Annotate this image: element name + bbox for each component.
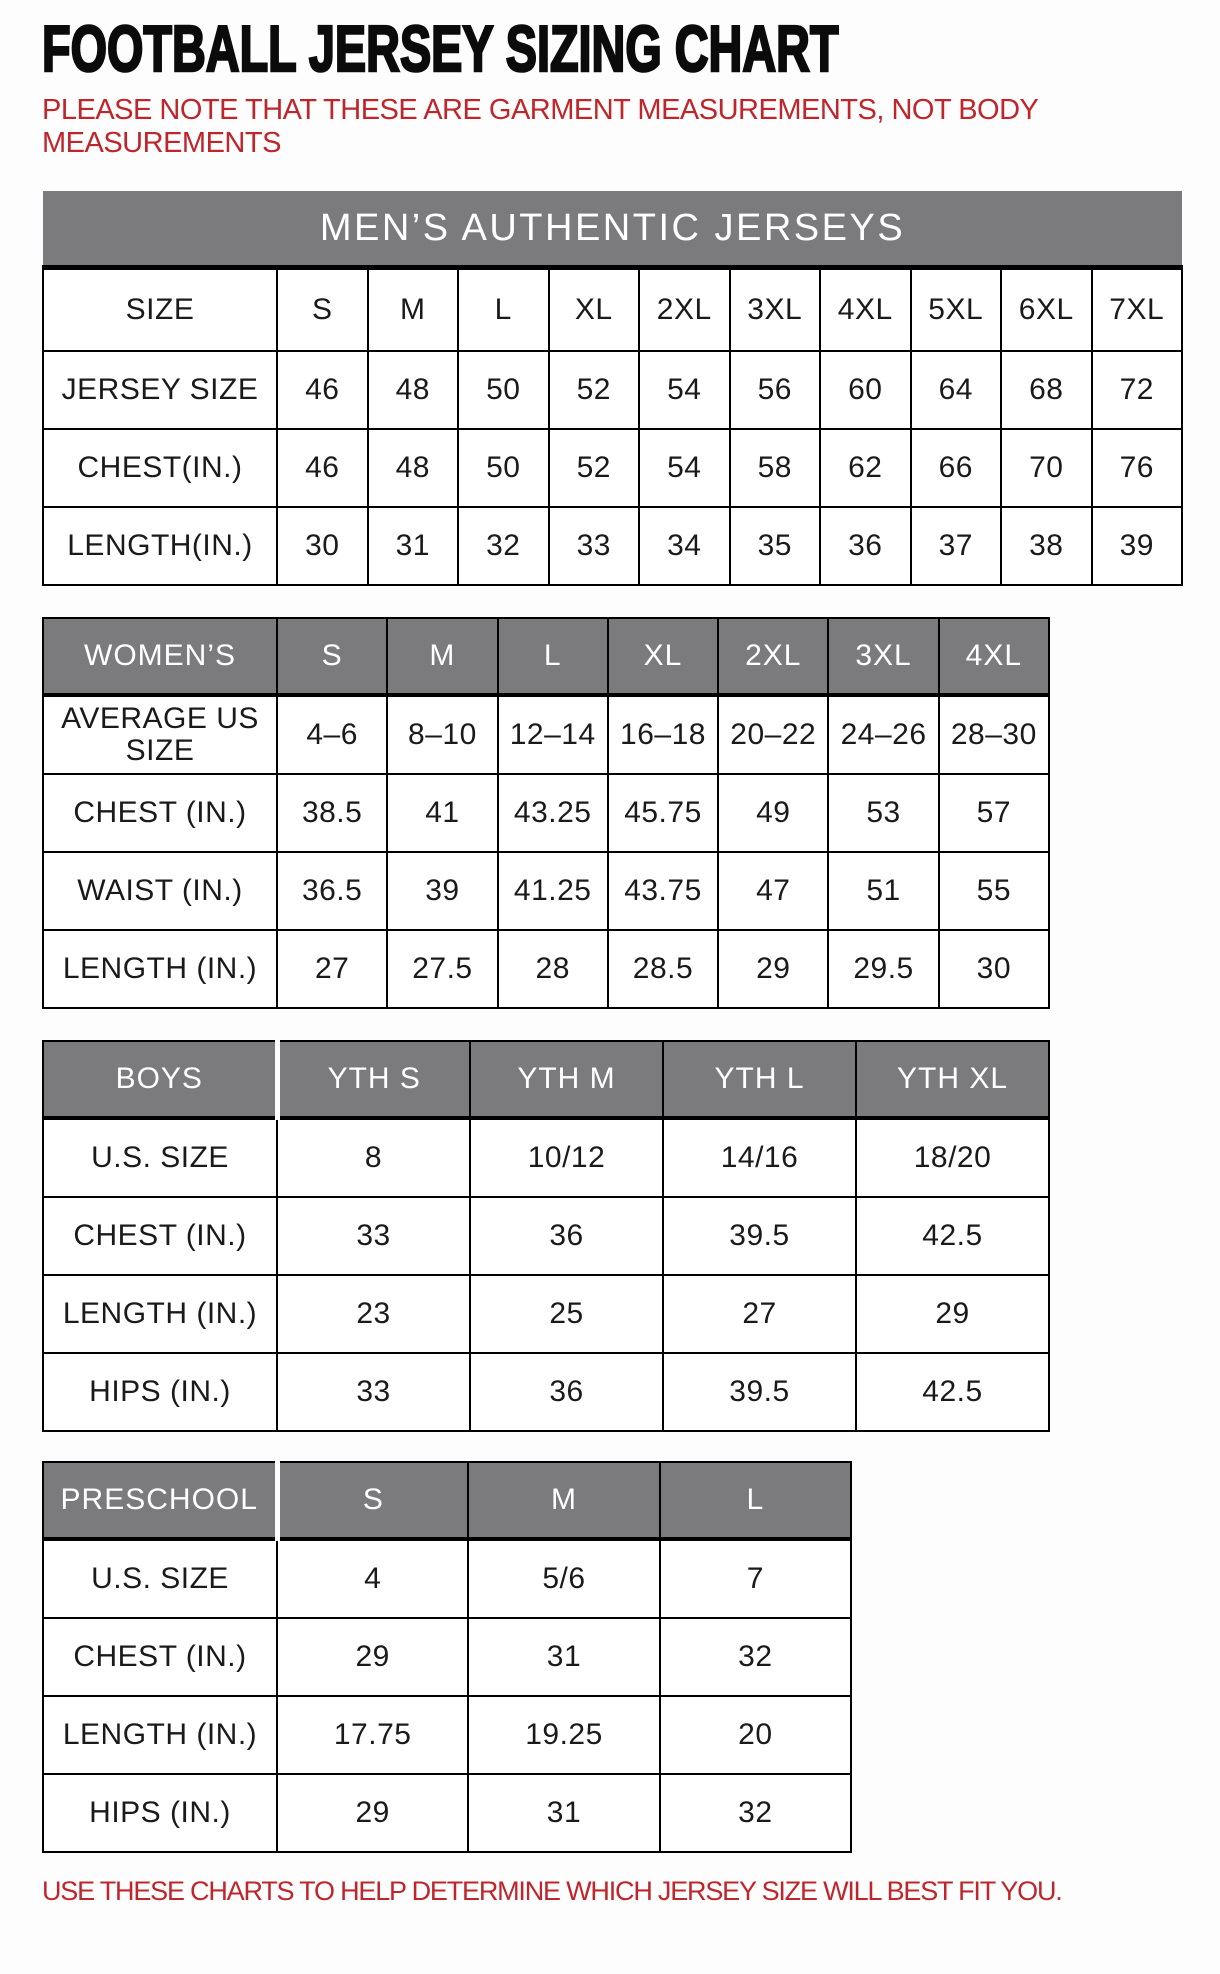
womens-cell-value: 39 (387, 852, 497, 930)
mens-cell-value: 30 (277, 507, 368, 585)
preschool-row-label: CHEST (IN.) (43, 1618, 277, 1696)
preschool-cell-value: 7 (660, 1539, 851, 1618)
mens-column-header: 5XL (911, 268, 1002, 352)
preschool-cell-value: 17.75 (277, 1696, 468, 1774)
mens-column-header: 6XL (1001, 268, 1092, 352)
boys-cell-value: 33 (277, 1197, 470, 1275)
mens-column-header: 2XL (639, 268, 730, 352)
boys-row-label: U.S. SIZE (43, 1118, 277, 1197)
mens-cell-value: 50 (458, 351, 549, 429)
womens-cell-value: 29.5 (828, 930, 938, 1008)
mens-banner-title: MEN’S AUTHENTIC JERSEYS (43, 191, 1182, 268)
boys-cell-value: 42.5 (856, 1353, 1049, 1431)
womens-table-row (43, 695, 1049, 774)
womens-table-row (43, 774, 1049, 852)
womens-cell-value: 28–30 (939, 695, 1049, 774)
mens-column-header: L (458, 268, 549, 352)
mens-cell-value: 50 (458, 429, 549, 507)
garment-measurements-note: PLEASE NOTE THAT THESE ARE GARMENT MEASUREMENTS, NOT BODY MEASUREMENTS (42, 94, 1038, 159)
mens-cell-value: 76 (1092, 429, 1183, 507)
boys-table-row (43, 1118, 1049, 1197)
preschool-cell-value: 5/6 (468, 1539, 659, 1618)
preschool-cell-value: 4 (277, 1539, 468, 1618)
boys-row-label: CHEST (IN.) (43, 1197, 277, 1275)
womens-cell-value: 28.5 (608, 930, 718, 1008)
preschool-table-row (43, 1618, 851, 1696)
preschool-cell-value: 19.25 (468, 1696, 659, 1774)
boys-table-row (43, 1197, 1049, 1275)
preschool-cell-value: 29 (277, 1774, 468, 1852)
womens-column-header: XL (608, 618, 718, 695)
preschool-cell-value: 29 (277, 1618, 468, 1696)
boys-column-header: YTH S (277, 1041, 470, 1118)
boys-cell-value: 18/20 (856, 1118, 1049, 1197)
womens-row-label: LENGTH (IN.) (43, 930, 277, 1008)
womens-cell-value: 29 (718, 930, 828, 1008)
mens-cell-value: 38 (1001, 507, 1092, 585)
womens-column-header: M (387, 618, 497, 695)
womens-size-table (42, 617, 1050, 1009)
boys-cell-value: 23 (277, 1275, 470, 1353)
womens-row-label: AVERAGE US SIZE (43, 695, 277, 774)
boys-cell-value: 25 (470, 1275, 663, 1353)
mens-cell-value: 46 (277, 429, 368, 507)
boys-row-label: LENGTH (IN.) (43, 1275, 277, 1353)
mens-cell-value: 68 (1001, 351, 1092, 429)
mens-cell-value: 37 (911, 507, 1002, 585)
preschool-cell-value: 31 (468, 1618, 659, 1696)
womens-cell-value: 49 (718, 774, 828, 852)
mens-table-row (43, 429, 1182, 507)
preschool-column-header: S (277, 1462, 468, 1539)
mens-banner-row (43, 191, 1182, 268)
page-title: FOOTBALL JERSEY SIZING CHART (42, 12, 839, 85)
boys-cell-value: 36 (470, 1353, 663, 1431)
preschool-row-label: HIPS (IN.) (43, 1774, 277, 1852)
womens-cell-value: 43.75 (608, 852, 718, 930)
womens-cell-value: 41.25 (498, 852, 608, 930)
womens-cell-value: 16–18 (608, 695, 718, 774)
mens-cell-value: 62 (820, 429, 911, 507)
mens-column-header: M (368, 268, 459, 352)
mens-cell-value: 39 (1092, 507, 1183, 585)
size-tables-container (42, 191, 1183, 1853)
boys-column-header: YTH M (470, 1041, 663, 1118)
mens-cell-value: 52 (549, 429, 640, 507)
womens-cell-value: 38.5 (277, 774, 387, 852)
womens-column-header: 4XL (939, 618, 1049, 695)
preschool-column-header: L (660, 1462, 851, 1539)
mens-column-header: 7XL (1092, 268, 1183, 352)
womens-header-row (43, 618, 1049, 695)
womens-column-header: WOMEN’S (43, 618, 277, 695)
womens-cell-value: 47 (718, 852, 828, 930)
mens-cell-value: 46 (277, 351, 368, 429)
boys-row-label: HIPS (IN.) (43, 1353, 277, 1431)
womens-cell-value: 43.25 (498, 774, 608, 852)
boys-cell-value: 14/16 (663, 1118, 856, 1197)
mens-cell-value: 70 (1001, 429, 1092, 507)
womens-table-row (43, 852, 1049, 930)
womens-row-label: CHEST (IN.) (43, 774, 277, 852)
mens-cell-value: 31 (368, 507, 459, 585)
mens-table-row (43, 351, 1182, 429)
mens-row-label: CHEST(IN.) (43, 429, 277, 507)
boys-cell-value: 10/12 (470, 1118, 663, 1197)
mens-cell-value: 32 (458, 507, 549, 585)
boys-cell-value: 8 (277, 1118, 470, 1197)
preschool-cell-value: 32 (660, 1774, 851, 1852)
womens-cell-value: 41 (387, 774, 497, 852)
mens-row-label: LENGTH(IN.) (43, 507, 277, 585)
preschool-row-label: U.S. SIZE (43, 1539, 277, 1618)
mens-row-label: JERSEY SIZE (43, 351, 277, 429)
womens-column-header: 2XL (718, 618, 828, 695)
preschool-table-row (43, 1539, 851, 1618)
mens-column-header: S (277, 268, 368, 352)
preschool-table-row (43, 1774, 851, 1852)
womens-row-label: WAIST (IN.) (43, 852, 277, 930)
womens-cell-value: 4–6 (277, 695, 387, 774)
boys-cell-value: 33 (277, 1353, 470, 1431)
boys-cell-value: 36 (470, 1197, 663, 1275)
womens-cell-value: 12–14 (498, 695, 608, 774)
preschool-cell-value: 32 (660, 1618, 851, 1696)
boys-column-header: BOYS (43, 1041, 277, 1118)
womens-cell-value: 24–26 (828, 695, 938, 774)
preschool-column-header: PRESCHOOL (43, 1462, 277, 1539)
mens-cell-value: 52 (549, 351, 640, 429)
boys-cell-value: 29 (856, 1275, 1049, 1353)
mens-cell-value: 36 (820, 507, 911, 585)
preschool-cell-value: 20 (660, 1696, 851, 1774)
womens-column-header: 3XL (828, 618, 938, 695)
boys-cell-value: 27 (663, 1275, 856, 1353)
mens-cell-value: 48 (368, 429, 459, 507)
womens-cell-value: 30 (939, 930, 1049, 1008)
mens-cell-value: 48 (368, 351, 459, 429)
womens-table-row (43, 930, 1049, 1008)
mens-cell-value: 54 (639, 351, 730, 429)
boys-column-header: YTH XL (856, 1041, 1049, 1118)
boys-cell-value: 42.5 (856, 1197, 1049, 1275)
womens-column-header: S (277, 618, 387, 695)
womens-cell-value: 27 (277, 930, 387, 1008)
footer-note: USE THESE CHARTS TO HELP DETERMINE WHICH JERSEY SIZE WILL BEST FIT YOU. (42, 1876, 1062, 1906)
womens-cell-value: 36.5 (277, 852, 387, 930)
mens-table-row (43, 507, 1182, 585)
mens-column-header: 4XL (820, 268, 911, 352)
mens-cell-value: 54 (639, 429, 730, 507)
womens-cell-value: 53 (828, 774, 938, 852)
mens-cell-value: 58 (730, 429, 821, 507)
preschool-size-table (42, 1461, 852, 1853)
womens-cell-value: 45.75 (608, 774, 718, 852)
womens-cell-value: 51 (828, 852, 938, 930)
boys-cell-value: 39.5 (663, 1197, 856, 1275)
mens-cell-value: 33 (549, 507, 640, 585)
womens-cell-value: 27.5 (387, 930, 497, 1008)
preschool-header-row (43, 1462, 851, 1539)
preschool-column-header: M (468, 1462, 659, 1539)
boys-cell-value: 39.5 (663, 1353, 856, 1431)
mens-column-header: 3XL (730, 268, 821, 352)
mens-column-header: XL (549, 268, 640, 352)
mens-cell-value: 56 (730, 351, 821, 429)
womens-column-header: L (498, 618, 608, 695)
boys-table-row (43, 1275, 1049, 1353)
mens-cell-value: 35 (730, 507, 821, 585)
boys-table-row (43, 1353, 1049, 1431)
mens-cell-value: 66 (911, 429, 1002, 507)
preschool-row-label: LENGTH (IN.) (43, 1696, 277, 1774)
boys-header-row (43, 1041, 1049, 1118)
mens-cell-value: 64 (911, 351, 1002, 429)
preschool-table-row (43, 1696, 851, 1774)
mens-size-table (42, 191, 1183, 586)
mens-cell-value: 34 (639, 507, 730, 585)
womens-cell-value: 20–22 (718, 695, 828, 774)
preschool-cell-value: 31 (468, 1774, 659, 1852)
womens-cell-value: 28 (498, 930, 608, 1008)
mens-header-row (43, 268, 1182, 352)
mens-column-header: SIZE (43, 268, 277, 352)
boys-size-table (42, 1040, 1050, 1432)
womens-cell-value: 8–10 (387, 695, 497, 774)
mens-cell-value: 72 (1092, 351, 1183, 429)
womens-cell-value: 57 (939, 774, 1049, 852)
womens-cell-value: 55 (939, 852, 1049, 930)
boys-column-header: YTH L (663, 1041, 856, 1118)
mens-cell-value: 60 (820, 351, 911, 429)
